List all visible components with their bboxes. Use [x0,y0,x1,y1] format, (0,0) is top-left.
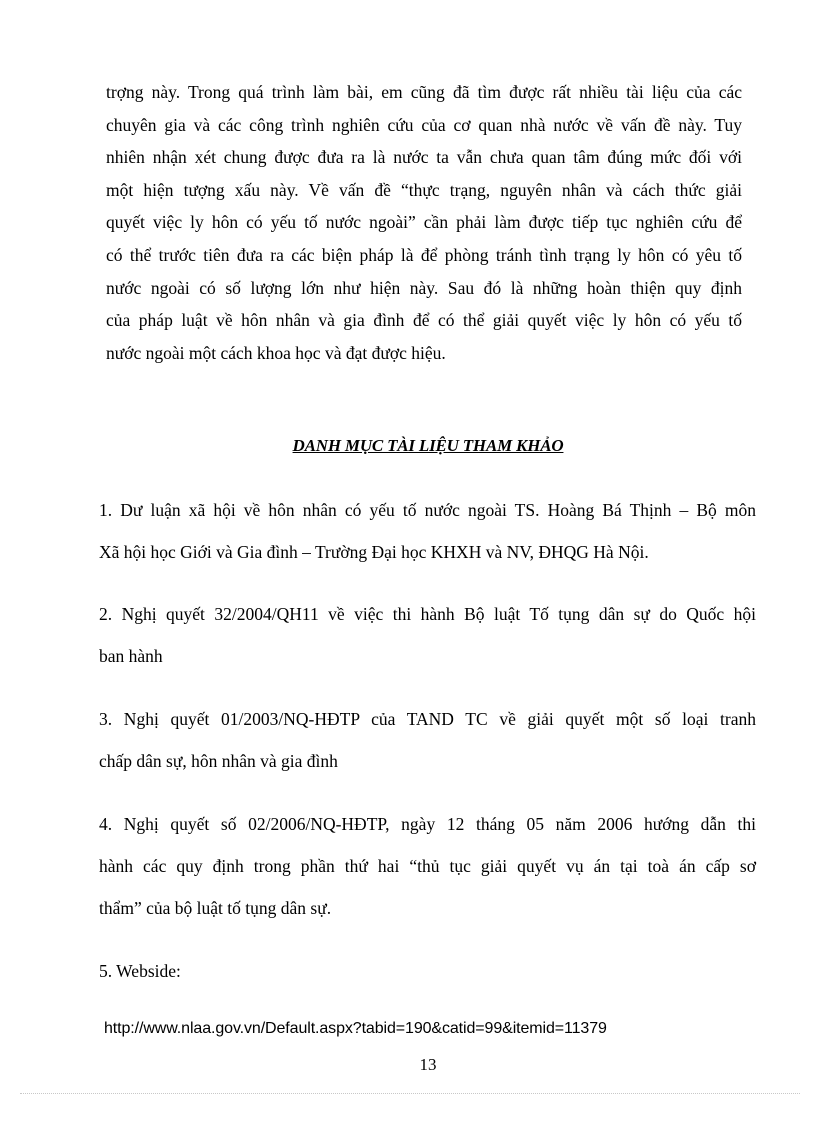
reference-line: 5. Webside: [99,961,181,981]
intro-line: chuyên gia và các công trình nghiên cứu của cơ quan nhà nước về vấn đề này. Tuy [106,114,742,135]
reference-item-5 [99,950,756,992]
intro-line: của pháp luật về hôn nhân và gia đình để có thể giải quyết việc ly hôn có yếu tố [106,310,742,331]
reference-line: chấp dân sự, hôn nhân và gia đình [99,751,338,771]
reference-line: 1. Dư luận xã hội về hôn nhân có yếu tố nước ngoài TS. Hoàng Bá Thịnh – Bộ môn [99,500,756,520]
intro-paragraph [106,76,742,369]
reference-line: 3. Nghị quyết 01/2003/NQ-HĐTP của TAND TC về giải quyết một số loại tranh [99,709,756,729]
reference-item-4 [99,803,756,929]
intro-line: có thể trước tiên đưa ra các biện pháp là để phòng tránh tình trạng ly hôn có yêu tố [106,244,742,265]
intro-line: trợng này. Trong quá trình làm bài, em cũng đã tìm được rất nhiều tài liệu của các [106,82,742,102]
reference-line: thẩm” của bộ luật tố tụng dân sự. [99,898,332,918]
intro-line: nhiên nhận xét chung được đưa ra là nước ta vẫn chưa quan tâm đúng mức đối với [106,147,742,168]
reference-item-1 [99,489,756,573]
reference-url: http://www.nlaa.gov.vn/Default.aspx?tabid=190&catid=99&itemid=11379 [104,1020,607,1037]
references-heading: DANH MỤC TÀI LIỆU THAM KHẢO [292,436,564,455]
intro-line: quyết việc ly hôn có yếu tố nước ngoài” cần phải làm được tiếp tục nghiên cứu để [106,212,742,233]
reference-line: ban hành [99,646,163,666]
reference-line: Xã hội học Giới và Gia đình – Trường Đại học KHXH và NV, ĐHQG Hà Nội. [99,542,649,562]
reference-item-3 [99,698,756,782]
reference-line: 2. Nghị quyết 32/2004/QH11 về việc thi hành Bộ luật Tố tụng dân sự do Quốc hội [99,604,756,624]
page-number: 13 [419,1055,437,1074]
intro-line: nước ngoài có số lượng lớn như hiện này. Sau đó là những hoàn thiện quy định [106,277,742,298]
reference-line: 4. Nghị quyết số 02/2006/NQ-HĐTP, ngày 12 tháng 05 năm 2006 hướng dẫn thi [99,814,756,834]
reference-line: hành các quy định trong phần thứ hai “thủ tục giải quyết vụ án tại toà án cấp sơ [99,856,756,876]
reference-item-2 [99,593,756,677]
intro-line: nước ngoài một cách khoa học và đạt được hiệu. [106,342,446,363]
intro-line: một hiện tượng xấu này. Về vấn đề “thực trạng, nguyên nhân và cách thức giải [106,179,742,200]
footer-divider [20,1093,800,1094]
